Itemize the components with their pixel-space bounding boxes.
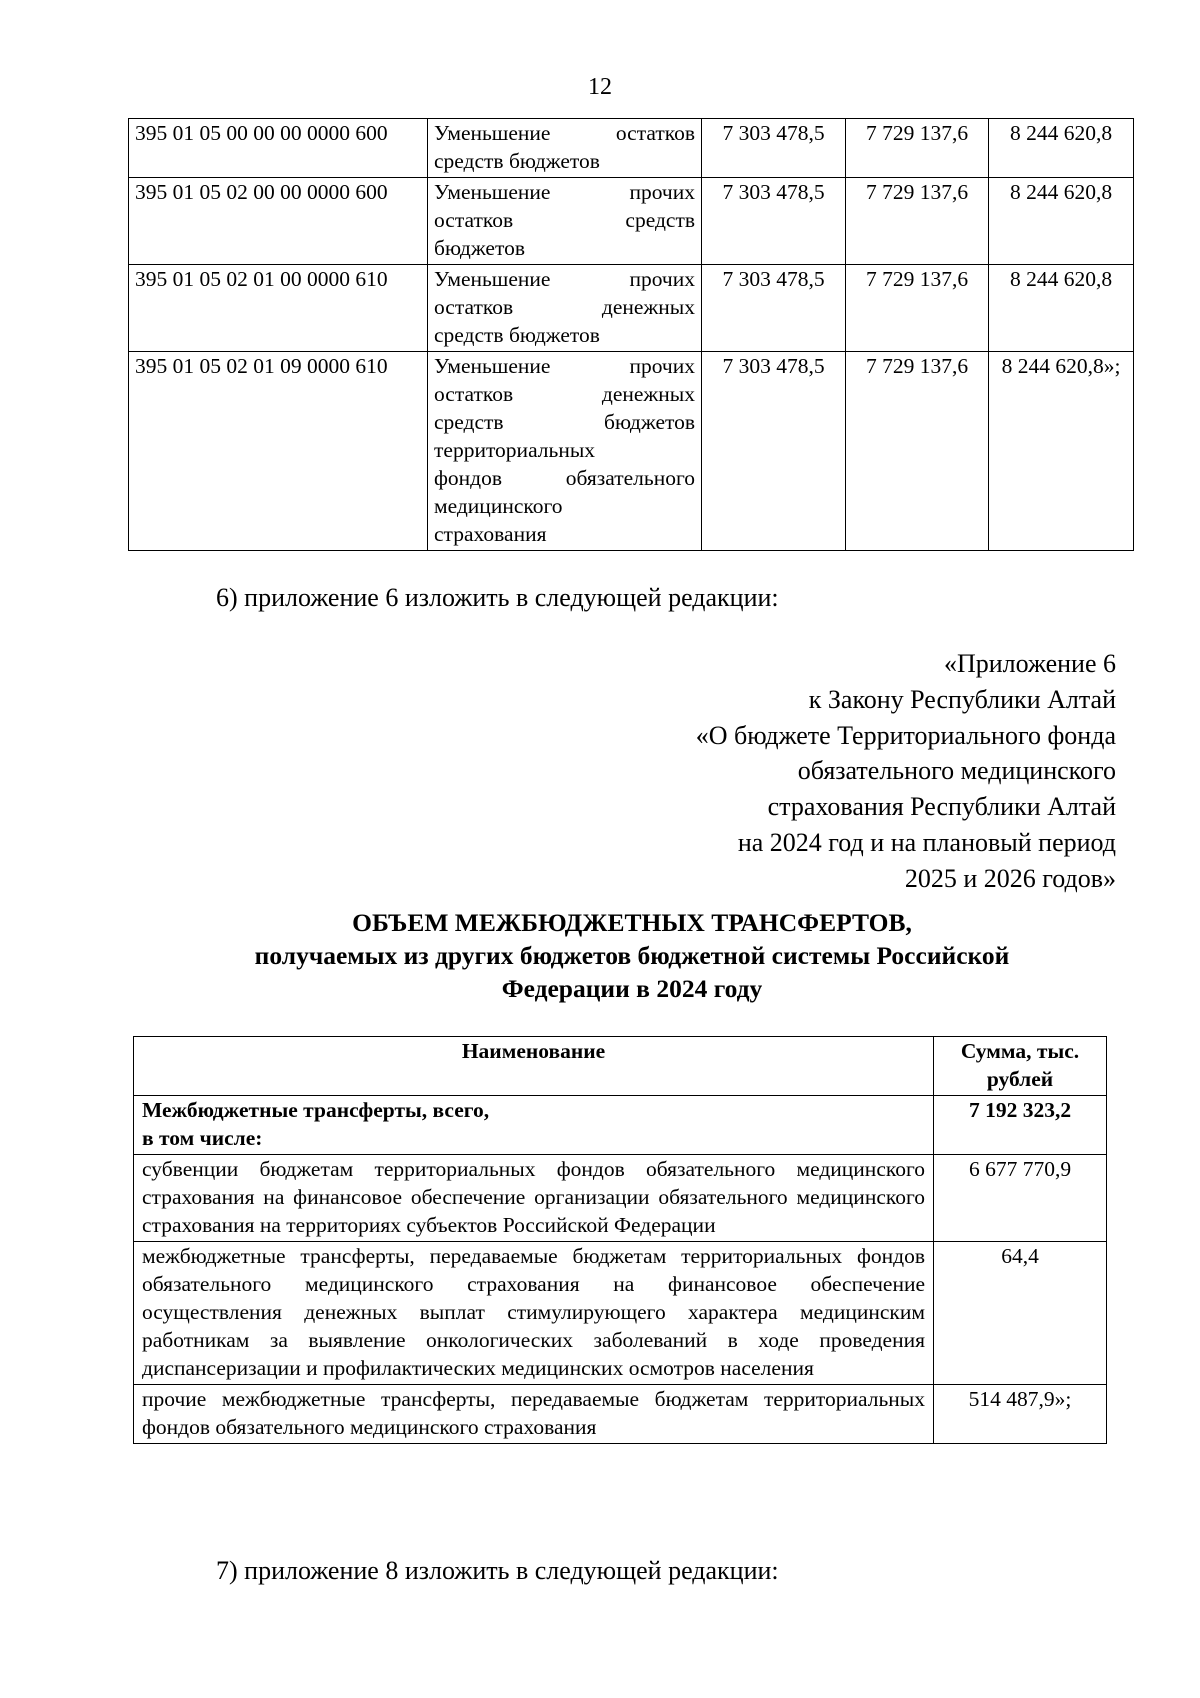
table-row [134,1385,1107,1444]
table-row [129,178,1134,265]
value-2026: 8 244 620,8»; [989,352,1134,551]
budget-code: 395 01 05 02 01 00 0000 610 [129,265,428,352]
table-row [129,265,1134,352]
transfers-table [133,1036,1107,1444]
page-number: 12 [588,74,612,100]
value-2024: 7 303 478,5 [702,119,846,178]
row-name: прочие межбюджетные трансферты, передаваемые бюджетам территориальных фондов обязательного медицинского страхования [134,1385,934,1444]
appendix-line: на 2024 год и на плановый период [737,827,1116,857]
value-2024: 7 303 478,5 [702,265,846,352]
appendix-line: страхования Республики Алтай [767,792,1116,822]
value-2026: 8 244 620,8 [989,119,1134,178]
table-row [129,119,1134,178]
value-2026: 8 244 620,8 [989,178,1134,265]
column-header-name: Наименование [134,1037,934,1096]
value-2024: 7 303 478,5 [702,178,846,265]
item-6-paragraph: 6) приложение 6 изложить в следующей редакции: [216,583,779,612]
table-row-total [134,1096,1107,1155]
total-label: Межбюджетные трансферты, всего, в том числе: [134,1096,934,1155]
appendix-header [696,646,1116,897]
total-value: 7 192 323,2 [934,1096,1107,1155]
row-name: субвенции бюджетам территориальных фондов обязательного медицинского страхования на финансовое обеспечение организации обязательного медицинского страхования на территориях субъектов Российской Федерации [134,1155,934,1242]
item-7-paragraph: 7) приложение 8 изложить в следующей редакции: [216,1556,779,1585]
heading-line: ОБЪЕМ МЕЖБЮДЖЕТНЫХ ТРАНСФЕРТОВ, [352,908,912,937]
table-row [134,1242,1107,1385]
row-name: Уменьшение прочих остатков денежных средств бюджетов [428,265,702,352]
heading-line: получаемых из других бюджетов бюджетной системы Российской [254,941,1010,970]
row-name: межбюджетные трансферты, передаваемые бюджетам территориальных фондов обязательного медицинского страхования на финансовое обеспечение осуществления денежных выплат стимулирующего характера медицинским работникам за выявление онкологических заболеваний в ходе проведения диспансеризации и профилактических медицинских осмотров населения [134,1242,934,1385]
appendix-line: «Приложение 6 [943,649,1116,678]
value-2026: 8 244 620,8 [989,265,1134,352]
row-name: Уменьшение прочих остатков средств бюджетов [428,178,702,265]
row-value: 6 677 770,9 [934,1155,1107,1242]
appendix-line: обязательного медицинского [797,756,1116,786]
row-name: Уменьшение остатков средств бюджетов [428,119,702,178]
sources-table [128,118,1134,551]
appendix-line: 2025 и 2026 годов» [904,863,1116,893]
column-header-sum: Сумма, тыс. рублей [934,1037,1107,1096]
budget-code: 395 01 05 02 01 09 0000 610 [129,352,428,551]
table-header-row [134,1037,1107,1096]
value-2025: 7 729 137,6 [846,265,989,352]
value-2025: 7 729 137,6 [846,352,989,551]
row-value: 514 487,9»; [934,1385,1107,1444]
appendix-line: «О бюджете Территориального фонда [695,720,1116,750]
row-value: 64,4 [934,1242,1107,1385]
row-name: Уменьшение прочих остатков денежных средств бюджетов территориальных фондов обязательного медицинского страхования [428,352,702,551]
section-heading [0,906,1200,1005]
budget-code: 395 01 05 00 00 00 0000 600 [129,119,428,178]
appendix-line: к Закону Республики Алтай [808,684,1116,714]
value-2025: 7 729 137,6 [846,119,989,178]
value-2024: 7 303 478,5 [702,352,846,551]
budget-code: 395 01 05 02 00 00 0000 600 [129,178,428,265]
table-row [134,1155,1107,1242]
value-2025: 7 729 137,6 [846,178,989,265]
heading-line: Федерации в 2024 году [501,974,763,1003]
table-row [129,352,1134,551]
